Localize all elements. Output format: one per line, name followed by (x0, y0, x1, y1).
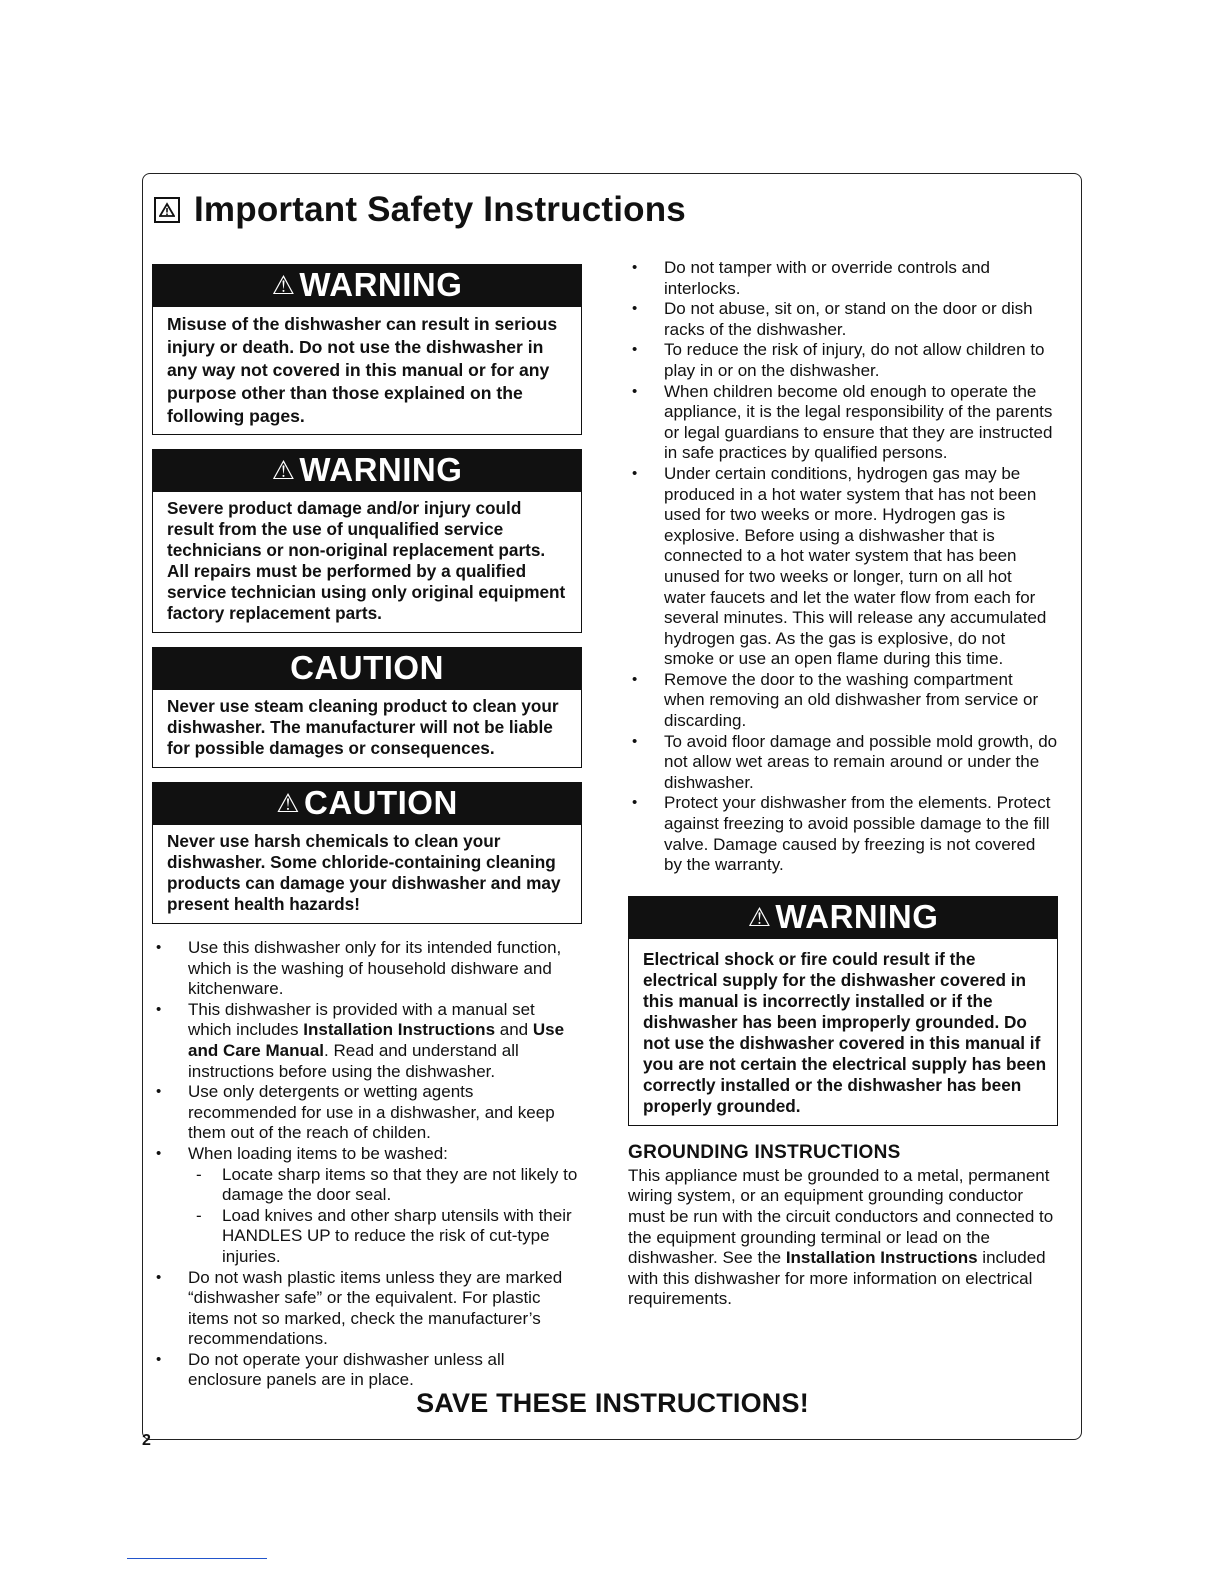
sub-list (188, 1165, 582, 1268)
list-item-text: This dishwasher is provided with a manual set which includes (188, 999, 535, 1040)
list-item: • To reduce the risk of injury, do not allow children to play in or on the dishwasher. (628, 340, 1058, 381)
bottom-underline (127, 1558, 267, 1559)
save-instructions-banner: SAVE THESE INSTRUCTIONS! (416, 1388, 809, 1418)
list-item: • To avoid floor damage and possible mold growth, do not allow wet areas to remain around or under the dishwasher. (628, 732, 1058, 794)
caution-banner (153, 648, 581, 690)
list-item-text: and (495, 1020, 533, 1040)
list-item: • Remove the door to the washing compartment when removing an old dishwasher from service or discarding. (628, 670, 1058, 732)
page-title (154, 190, 686, 230)
warning-box-service (152, 449, 582, 633)
grounding-text (628, 1166, 1058, 1310)
warning-triangle-icon: ⚠ (276, 788, 300, 818)
warning-label: WARNING (299, 451, 463, 488)
sub-list-item: - Load knives and other sharp utensils with their HANDLES UP to reduce the risk of cut-type injuries. (188, 1206, 582, 1268)
warning-triangle-icon: ⚠ (747, 901, 772, 932)
sub-list-item: - Locate sharp items so that they are not likely to damage the door seal. (188, 1165, 582, 1206)
list-item: • Use only detergents or wetting agents recommended for use in a dishwasher, and keep them out of the reach of childen. (152, 1082, 582, 1144)
list-item: • Do not operate your dishwasher unless all enclosure panels are in place. (152, 1350, 582, 1391)
list-item-text: When loading items to be washed: (188, 1143, 448, 1163)
caution-text: Never use harsh chemicals to clean your dishwasher. Some chloride-containing cleaning products can damage your dishwasher and may present health hazards! (167, 831, 561, 914)
warning-text: Misuse of the dishwasher can result in serious injury or death. Do not use the dishwasher in any way not covered in this manual or for any purpose other than those explained on the following pages. (167, 314, 558, 426)
installation-instructions-term: Installation Instructions (785, 1248, 978, 1268)
caution-box-chemicals (152, 782, 582, 924)
warning-triangle-icon: ⚠ (271, 455, 296, 485)
installation-instructions-term: Installation Instructions (303, 1020, 496, 1040)
warning-label: WARNING (299, 266, 463, 303)
list-item: • Do not abuse, sit on, or stand on the door or dish racks of the dishwasher. (628, 299, 1058, 340)
warning-box-electrical (628, 896, 1058, 1126)
list-item (152, 1144, 582, 1268)
warning-label: WARNING (775, 897, 939, 935)
use-and-care-manual-term: Use and Care Manual (188, 1020, 565, 1060)
list-item: • When children become old enough to operate the appliance, it is the legal responsibility of the parents or legal guardians to ensure that they are instructed in safe practices by qualified persons. (628, 382, 1058, 464)
left-bullet-list (152, 938, 582, 1391)
list-item: • Use this dishwasher only for its intended function, which is the washing of household dishware and kitchenware. (152, 938, 582, 1000)
list-item (152, 1000, 582, 1082)
right-column (628, 258, 1058, 1310)
warning-triangle-icon: ⚠ (271, 270, 296, 300)
caution-text: Never use steam cleaning product to clean your dishwasher. The manufacturer will not be liable for possible damages or consequences. (167, 696, 559, 758)
right-bullet-list (628, 258, 1058, 876)
grounding-heading: GROUNDING INSTRUCTIONS (628, 1141, 901, 1163)
caution-label: CAUTION (290, 649, 444, 686)
warning-box-misuse (152, 264, 582, 435)
list-item: • Do not tamper with or override controls and interlocks. (628, 258, 1058, 299)
warning-banner (153, 265, 581, 307)
warning-text: Electrical shock or fire could result if the electrical supply for the dishwasher covered in this manual is incorrectly installed or if the dishwasher has been improperly grounded. Do not use the dishwasher covered in this manual if you are not certain the electrical supply has been correctly installed or the dishwasher has been properly grounded. (643, 948, 1047, 1116)
list-item: • Do not wash plastic items unless they are marked “dishwasher safe” or the equivalent. For plastic items not so marked, check the manufacturer’s recommendations. (152, 1268, 582, 1350)
left-column (152, 264, 582, 1391)
caution-banner (153, 783, 581, 825)
warning-text: Severe product damage and/or injury could result from the use of unqualified service technicians or non-original replacement parts. All repairs must be performed by a qualified service technician using only original equipment factory replacement parts. (167, 498, 566, 623)
warning-banner (629, 897, 1057, 939)
caution-label: CAUTION (303, 784, 458, 821)
list-item: • Protect your dishwasher from the elements. Protect against freezing to avoid possible damage to the fill valve. Damage caused by freezing is not covered by the warranty. (628, 793, 1058, 875)
warning-book-icon (154, 197, 180, 223)
page-number: 2 (142, 1432, 151, 1449)
list-item-text: . Read and understand all instructions before using the dishwasher. (188, 1040, 519, 1081)
grounding-text-part: included with this dishwasher for more information on electrical requirements. (628, 1248, 1046, 1309)
caution-box-steam (152, 647, 582, 768)
page-title-text: Important Safety Instructions (194, 190, 686, 229)
list-item: • Under certain conditions, hydrogen gas may be produced in a hot water system that has not been used for two weeks or more. Hydrogen gas is explosive. Before using a dishwasher that is connected to a hot water system that has been unused for two weeks or longer, turn on all hot water faucets and let the water flow from each for several minutes. This will release any accumulated hydrogen gas. As the gas is explosive, do not smoke or use an open flame during this time. (628, 464, 1058, 670)
warning-banner (153, 450, 581, 492)
grounding-text-part: This appliance must be grounded to a metal, permanent wiring system, or an equipment grounding conductor must be run with the circuit conductors and connected to the equipment grounding terminal or lead on the dishwasher. See the (628, 1165, 1054, 1268)
